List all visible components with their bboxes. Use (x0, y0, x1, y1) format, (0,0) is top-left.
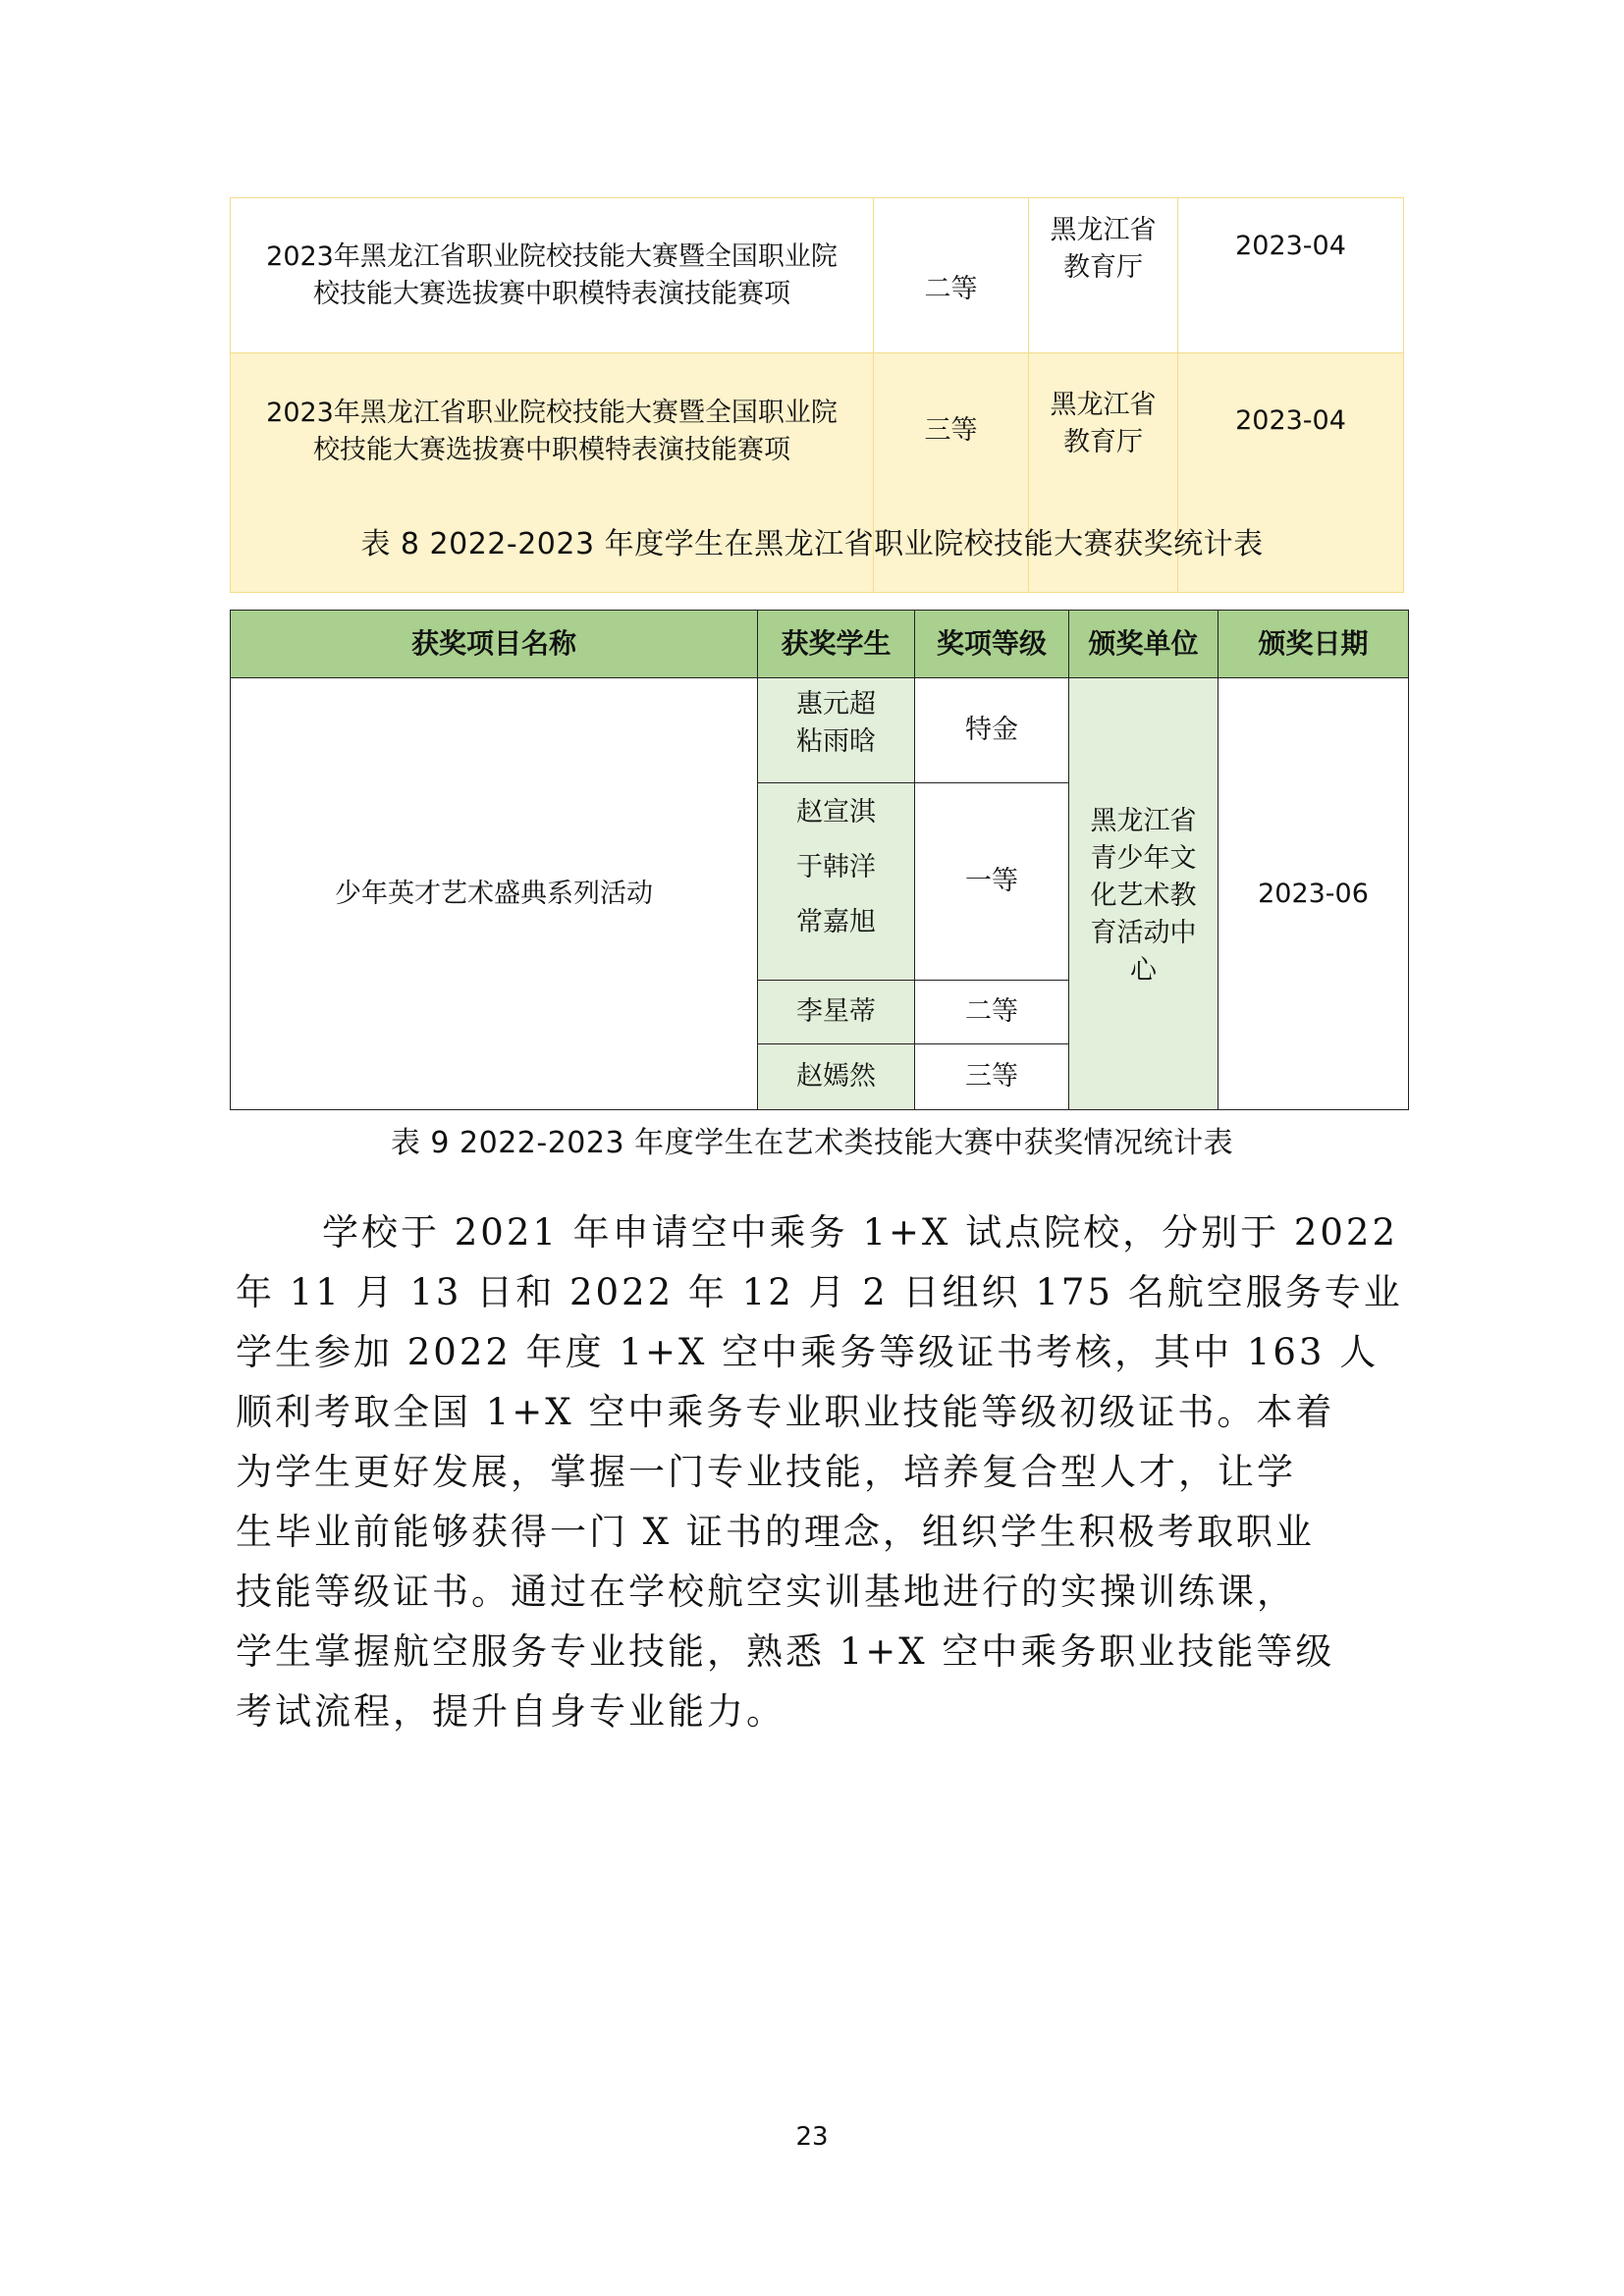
header-level: 奖项等级 (915, 611, 1069, 678)
unit-line: 育活动中 (1090, 917, 1197, 948)
award-unit-line: 黑龙江省 (1050, 390, 1157, 420)
award-unit-line: 教育厅 (1063, 252, 1143, 283)
student-name: 于韩洋 (796, 852, 876, 882)
award-name-cell (231, 198, 874, 353)
table-9-caption: 表 9 2022-2023 年度学生在艺术类技能大赛中获奖情况统计表 (390, 1126, 1234, 1160)
paragraph-line: 技能等级证书。通过在学校航空实训基地进行的实操训练课， (236, 1571, 1296, 1613)
paragraph-line: 顺利考取全国 1+X 空中乘务专业职业技能等级初级证书。本着 (236, 1391, 1335, 1433)
level-cell: 三等 (915, 1044, 1069, 1110)
award-date-cell: 2023-04 (1178, 198, 1404, 353)
level-cell: 特金 (915, 678, 1069, 783)
level-cell: 二等 (915, 981, 1069, 1044)
table-8-caption: 表 8 2022-2023 年度学生在黑龙江省职业院校技能大赛获奖统计表 (360, 527, 1264, 561)
unit-line: 化艺术教 (1090, 880, 1197, 911)
student-name: 常嘉旭 (796, 907, 876, 937)
award-level-cell: 二等 (874, 198, 1029, 353)
award-unit-line: 教育厅 (1063, 427, 1143, 457)
table-header-row (231, 611, 1409, 678)
header-unit: 颁奖单位 (1069, 611, 1218, 678)
paragraph-line: 生毕业前能够获得一门 X 证书的理念，组织学生积极考取职业 (236, 1511, 1315, 1553)
student-name: 惠元超 (796, 689, 876, 720)
table-row (231, 678, 1409, 783)
unit-line: 心 (1130, 954, 1157, 986)
student-cell (758, 783, 915, 981)
student-cell: 赵嫣然 (758, 1044, 915, 1110)
header-student: 获奖学生 (758, 611, 915, 678)
page-number: 23 (795, 2122, 829, 2152)
paragraph-line: 年 11 月 13 日和 2022 年 12 月 2 日组织 175 名航空服务专业 (236, 1271, 1403, 1313)
award-date-cell: 2023-04 (1178, 353, 1404, 593)
header-date: 颁奖日期 (1218, 611, 1409, 678)
student-cell: 李星蒂 (758, 981, 915, 1044)
table-row (231, 198, 1404, 353)
header-project: 获奖项目名称 (231, 611, 758, 678)
unit-cell (1069, 678, 1218, 1110)
paragraph-line: 学生掌握航空服务专业技能，熟悉 1+X 空中乘务职业技能等级 (236, 1630, 1335, 1673)
award-name-line: 2023年黑龙江省职业院校技能大赛暨全国职业院 (266, 240, 838, 272)
paragraph-line: 学校于 2021 年申请空中乘务 1+X 试点院校，分别于 2022 (322, 1211, 1399, 1254)
date-cell: 2023-06 (1218, 678, 1409, 1110)
unit-line: 黑龙江省 (1090, 805, 1197, 836)
student-name: 赵宣淇 (796, 797, 876, 828)
paragraph-line: 考试流程，提升自身专业能力。 (236, 1690, 785, 1733)
body-paragraph (236, 1202, 1404, 1741)
award-name-line: 校技能大赛选拔赛中职模特表演技能赛项 (313, 435, 790, 465)
award-table-9 (230, 610, 1409, 1110)
paragraph-line: 为学生更好发展，掌握一门专业技能，培养复合型人才，让学 (236, 1451, 1296, 1493)
unit-line: 青少年文 (1090, 842, 1197, 874)
project-name-cell: 少年英才艺术盛典系列活动 (231, 678, 758, 1110)
award-name-line: 2023年黑龙江省职业院校技能大赛暨全国职业院 (266, 398, 838, 428)
award-level-cell: 三等 (874, 353, 1029, 593)
award-unit-line: 黑龙江省 (1050, 215, 1157, 245)
award-name-line: 校技能大赛选拔赛中职模特表演技能赛项 (313, 278, 790, 309)
level-cell: 一等 (915, 783, 1069, 981)
paragraph-line: 学生参加 2022 年度 1+X 空中乘务等级证书考核，其中 163 人 (236, 1331, 1380, 1373)
award-unit-cell (1029, 198, 1178, 353)
student-cell (758, 678, 915, 783)
student-name: 粘雨晗 (796, 726, 876, 757)
